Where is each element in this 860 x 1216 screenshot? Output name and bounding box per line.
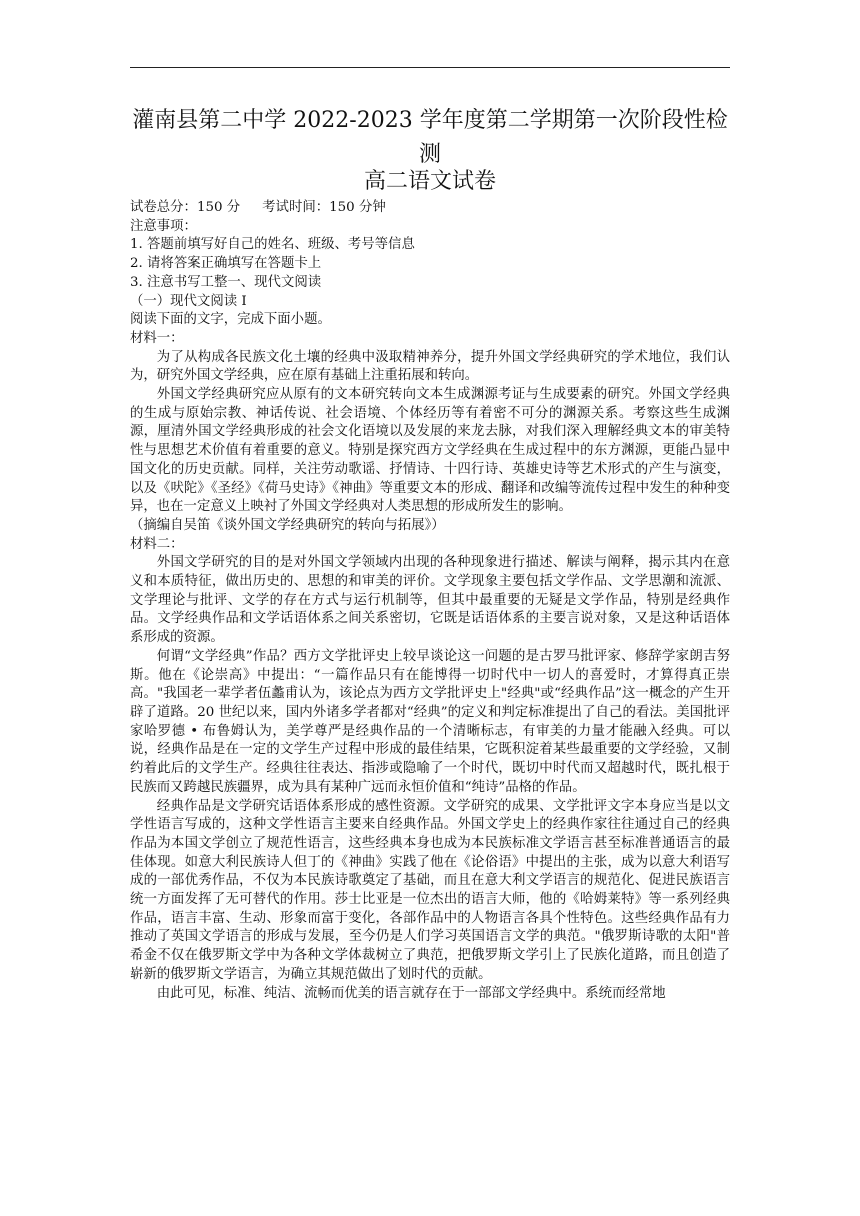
material-one-source: （摘编自吴笛《谈外国文学经典研究的转向与拓展》） bbox=[130, 517, 445, 533]
material-one-paragraph: 为了从构成各民族文化土壤的经典中汲取精神养分，提升外国文学经典研究的学术地位，我们认为，研究外国文学经典，应在原有基础上注重拓展和转向。 bbox=[130, 349, 730, 384]
notice-item: 3. 注意书写工整一、现代文阅读 bbox=[130, 274, 322, 290]
exam-time: 考试时间：150 分钟 bbox=[262, 200, 386, 215]
notice-heading: 注意事项： bbox=[130, 218, 197, 234]
header-rule bbox=[130, 67, 730, 68]
material-two-paragraph: 由此可见，标准、纯洁、流畅而优美的语言就存在于一部部文学经典中。系统而经常地 bbox=[156, 985, 666, 1001]
total-score: 试卷总分：150 分 bbox=[130, 200, 241, 215]
section-title: （一）现代文阅读 I bbox=[130, 293, 247, 309]
exam-title: 灌南县第二中学 2022-2023 学年度第二学期第一次阶段性检测 bbox=[132, 108, 728, 167]
material-two-label: 材料二： bbox=[130, 536, 184, 552]
exam-meta bbox=[130, 199, 730, 218]
material-two-paragraph: 何谓“文学经典”作品？西方文学批评史上较早谈论这一问题的是古罗马批评家、修辞学家朗吉努斯。他在《论崇高》中提出：“一篇作品只有在能博得一切时代中一切人的喜爱时，才算得真正崇高。"我国老一辈学者伍蠡甫认为，该论点为西方文学批评史上"经典"或“经典作品”这一概念的产生开辟了道路。20 世纪以来，国内外诸多学者都对“经典”的定义和判定标准提出了自己的看法。美国批评家哈罗德 • 布鲁姆认为，美学尊严是经典作品的一个清晰标志，有审美的力量才能融入经典。可以说，经典作品是在一定的文学生产过程中形成的最佳结果，它既积淀着某些最重要的文学经验，又制约着此后的文学生产。经典往往表达、指涉或隐喻了一个时代，既切中时代而又超越时代，既扎根于民族而又跨越民族疆界，成为具有某种广远而永恒价值和“纯诗”品格的作品。 bbox=[130, 648, 730, 795]
exam-body bbox=[130, 199, 730, 1003]
section-instruction: 阅读下面的文字，完成下面小题。 bbox=[130, 312, 331, 328]
material-one-label: 材料一： bbox=[130, 330, 184, 346]
notice-item: 1. 答题前填写好自己的姓名、班级、考号等信息 bbox=[130, 237, 415, 253]
material-two-paragraph: 外国文学研究的目的是对外国文学领域内出现的各种现象进行描述、解读与阐释，揭示其内在意义和本质特征，做出历史的、思想的和审美的评价。文学现象主要包括文学作品、文学思潮和流派、文学理论与批评、文学的存在方式与运行机制等，但其中最重要的无疑是文学作品，特别是经典作品。文学经典作品和文学话语体系之间关系密切，它既是话语体系的主要言说对象，又是这种话语体系形成的资源。 bbox=[130, 555, 730, 646]
exam-subtitle: 高二语文试卷 bbox=[363, 169, 496, 194]
material-two-paragraph: 经典作品是文学研究话语体系形成的感性资源。文学研究的成果、文学批评文字本身应当是以文学性语言写成的，这种文学性语言主要来自经典作品。外国文学史上的经典作家往往通过自己的经典作品为本国文学创立了规范性语言，这些经典本身也成为本民族标准文学语言甚至标准普通语言的最佳体现。如意大利民族诗人但丁的《神曲》实践了他在《论俗语》中提出的主张，成为以意大利语写成的一部优秀作品，不仅为本民族诗歌奠定了基础，而且在意大利文学语言的规范化、促进民族语言统一方面发挥了无可替代的作用。莎士比亚是一位杰出的语言大师，他的《哈姆莱特》等一系列经典作品，语言丰富、生动、形象而富于变化，各部作品中的人物语言各具个性特色。这些经典作品有力推动了英国文学语言的形成与发展，至今仍是人们学习英国语言文学的典范。"俄罗斯诗歌的太阳"普希金不仅在俄罗斯文学中为各种文学体裁树立了典范，把俄罗斯文学引上了民族化道路，而且创造了崭新的俄罗斯文学语言，为确立其规范做出了划时代的贡献。 bbox=[130, 798, 730, 982]
material-one-paragraph: 外国文学经典研究应从原有的文本研究转向文本生成渊源考证与生成要素的研究。外国文学经典的生成与原始宗教、神话传说、社会语境、个体经历等有着密不可分的渊源关系。考察这些生成渊源，厘清外国文学经典形成的社会文化语境以及发展的来龙去脉，对我们深入理解经典文本的审美特性与思想艺术价值有着重要的意义。特别是探究西方文学经典在生成过程中的东方渊源，更能凸显中国文化的历史贡献。同样，关注劳动歌谣、抒情诗、十四行诗、英雄史诗等艺术形式的产生与演变，以及《吠陀》《圣经》《荷马史诗》《神曲》等重要文本的形成、翻译和改编等流传过程中发生的种种变异，也在一定意义上映衬了外国文学经典对人类思想的形成所发生的影响。 bbox=[130, 387, 730, 515]
notice-item: 2. 请将答案正确填写在答题卡上 bbox=[130, 256, 322, 272]
